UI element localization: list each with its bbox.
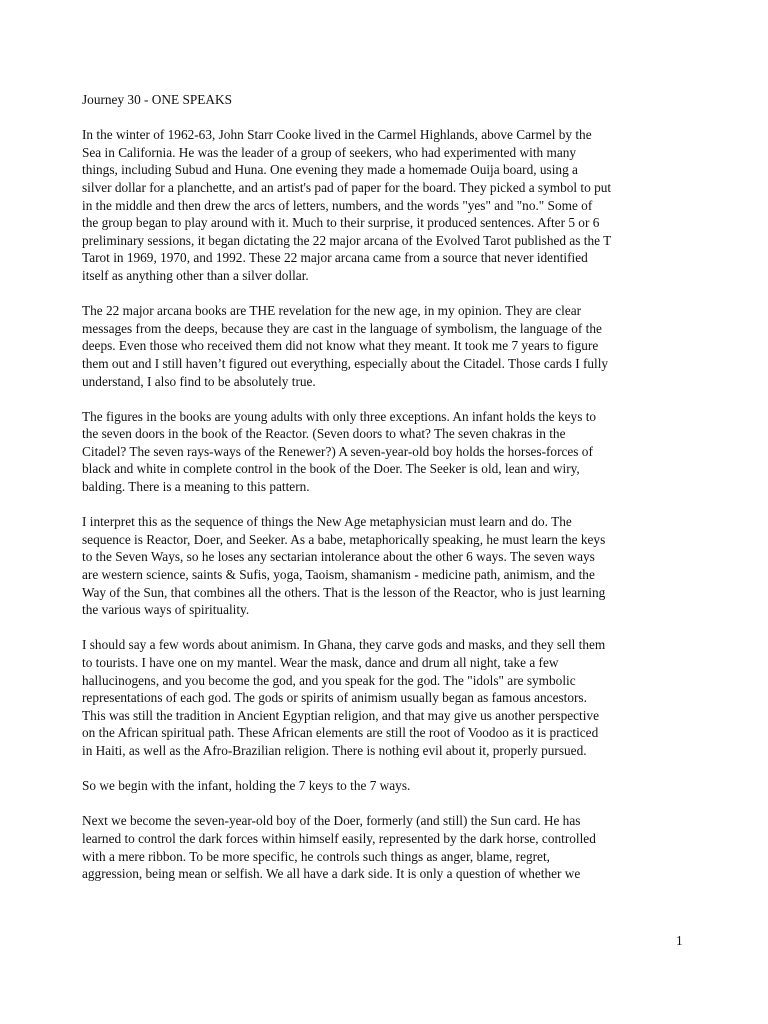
paragraph bbox=[82, 302, 694, 390]
text-line: messages from the deeps, because they are cast in the language of symbolism, the language of the bbox=[82, 320, 602, 336]
text-line: This was still the tradition in Ancient Egyptian religion, and that may give us another perspective bbox=[82, 707, 599, 723]
text-line: learned to control the dark forces within himself easily, represented by the dark horse, controlled bbox=[82, 830, 596, 846]
text-line: with a mere ribbon. To be more specific, he controls such things as anger, blame, regret, bbox=[82, 848, 550, 864]
text-line: representations of each god. The gods or spirits of animism usually began as famous ancestors. bbox=[82, 690, 587, 706]
text-line: I interpret this as the sequence of things the New Age metaphysician must learn and do. The bbox=[82, 514, 572, 530]
text-line: in Haiti, as well as the Afro-Brazilian religion. There is nothing evil about it, properly pursued. bbox=[82, 742, 587, 758]
text-line: The figures in the books are young adults with only three exceptions. An infant holds the keys to bbox=[82, 408, 597, 424]
text-line: I should say a few words about animism. In Ghana, they carve gods and masks, and they sell them bbox=[82, 637, 606, 653]
text-line: hallucinogens, and you become the god, and you speak for the god. The "idols" are symbolic bbox=[82, 672, 576, 688]
text-line: silver dollar for a planchette, and an artist's pad of paper for the board. They picked a symbol to put bbox=[82, 179, 612, 195]
text-line: Sea in California. He was the leader of a group of seekers, who had experimented with many bbox=[82, 144, 577, 160]
text-line: So we begin with the infant, holding the 7 keys to the 7 ways. bbox=[82, 778, 411, 794]
text-line: to the Seven Ways, so he loses any sectarian intolerance about the other 6 ways. The seven ways bbox=[82, 549, 595, 565]
document-body bbox=[82, 91, 694, 900]
text-line: Way of the Sun, that combines all the others. That is the lesson of the Reactor, who is just learning bbox=[82, 584, 606, 600]
text-line: the various ways of spirituality. bbox=[82, 602, 250, 618]
text-line: deeps. Even those who received them did not know what they meant. It took me 7 years to figure bbox=[82, 338, 599, 354]
text-line: aggression, being mean or selfish. We all have a dark side. It is only a question of whether we bbox=[82, 866, 581, 882]
text-line: things, including Subud and Huna. One evening they made a homemade Ouija board, using a bbox=[82, 162, 578, 178]
text-line: Next we become the seven-year-old boy of the Doer, formerly (and still) the Sun card. He has bbox=[82, 813, 581, 829]
text-line: preliminary sessions, it began dictating the 22 major arcana of the Evolved Tarot published as the T bbox=[82, 232, 612, 248]
paragraph bbox=[82, 408, 694, 496]
paragraph bbox=[82, 126, 694, 284]
text-line: sequence is Reactor, Doer, and Seeker. As a babe, metaphorically speaking, he must learn the keys bbox=[82, 531, 606, 547]
text-line: the seven doors in the book of the Reactor. (Seven doors to what? The seven chakras in the bbox=[82, 426, 566, 442]
page-number: 1 bbox=[676, 933, 683, 948]
text-line: Citadel? The seven rays-ways of the Renewer?) A seven-year-old boy holds the horses-forces of bbox=[82, 443, 593, 459]
text-line: black and white in complete control in the book of the Doer. The Seeker is old, lean and wiry, bbox=[82, 461, 580, 477]
text-line: balding. There is a meaning to this pattern. bbox=[82, 479, 310, 495]
document-title: Journey 30 - ONE SPEAKS bbox=[82, 92, 232, 107]
text-line: The 22 major arcana books are THE revelation for the new age, in my opinion. They are clear bbox=[82, 303, 582, 319]
text-line: in the middle and then drew the arcs of letters, numbers, and the words "yes" and "no." Some of bbox=[82, 197, 593, 213]
paragraph bbox=[82, 513, 694, 619]
paragraph bbox=[82, 636, 694, 759]
text-line: In the winter of 1962-63, John Starr Cooke lived in the Carmel Highlands, above Carmel by the bbox=[82, 127, 592, 143]
text-line: on the African spiritual path. These African elements are still the root of Voodoo as it is practiced bbox=[82, 725, 599, 741]
text-line: them out and I still haven’t figured out everything, especially about the Citadel. Those cards I fully bbox=[82, 355, 609, 371]
paragraph-list bbox=[82, 126, 694, 883]
paragraph bbox=[82, 777, 694, 795]
text-line: Tarot in 1969, 1970, and 1992. These 22 major arcana came from a source that never identified bbox=[82, 250, 588, 266]
text-line: itself as anything other than a silver dollar. bbox=[82, 267, 309, 283]
text-line: the group began to play around with it. Much to their surprise, it produced sentences. After 5 or 6 bbox=[82, 215, 600, 231]
text-line: to tourists. I have one on my mantel. Wear the mask, dance and drum all night, take a few bbox=[82, 655, 559, 670]
text-line: are western science, saints & Sufis, yoga, Taoism, shamanism - medicine path, animism, and the bbox=[82, 567, 595, 583]
paragraph bbox=[82, 812, 694, 882]
text-line: understand, I also find to be absolutely true. bbox=[82, 373, 316, 389]
